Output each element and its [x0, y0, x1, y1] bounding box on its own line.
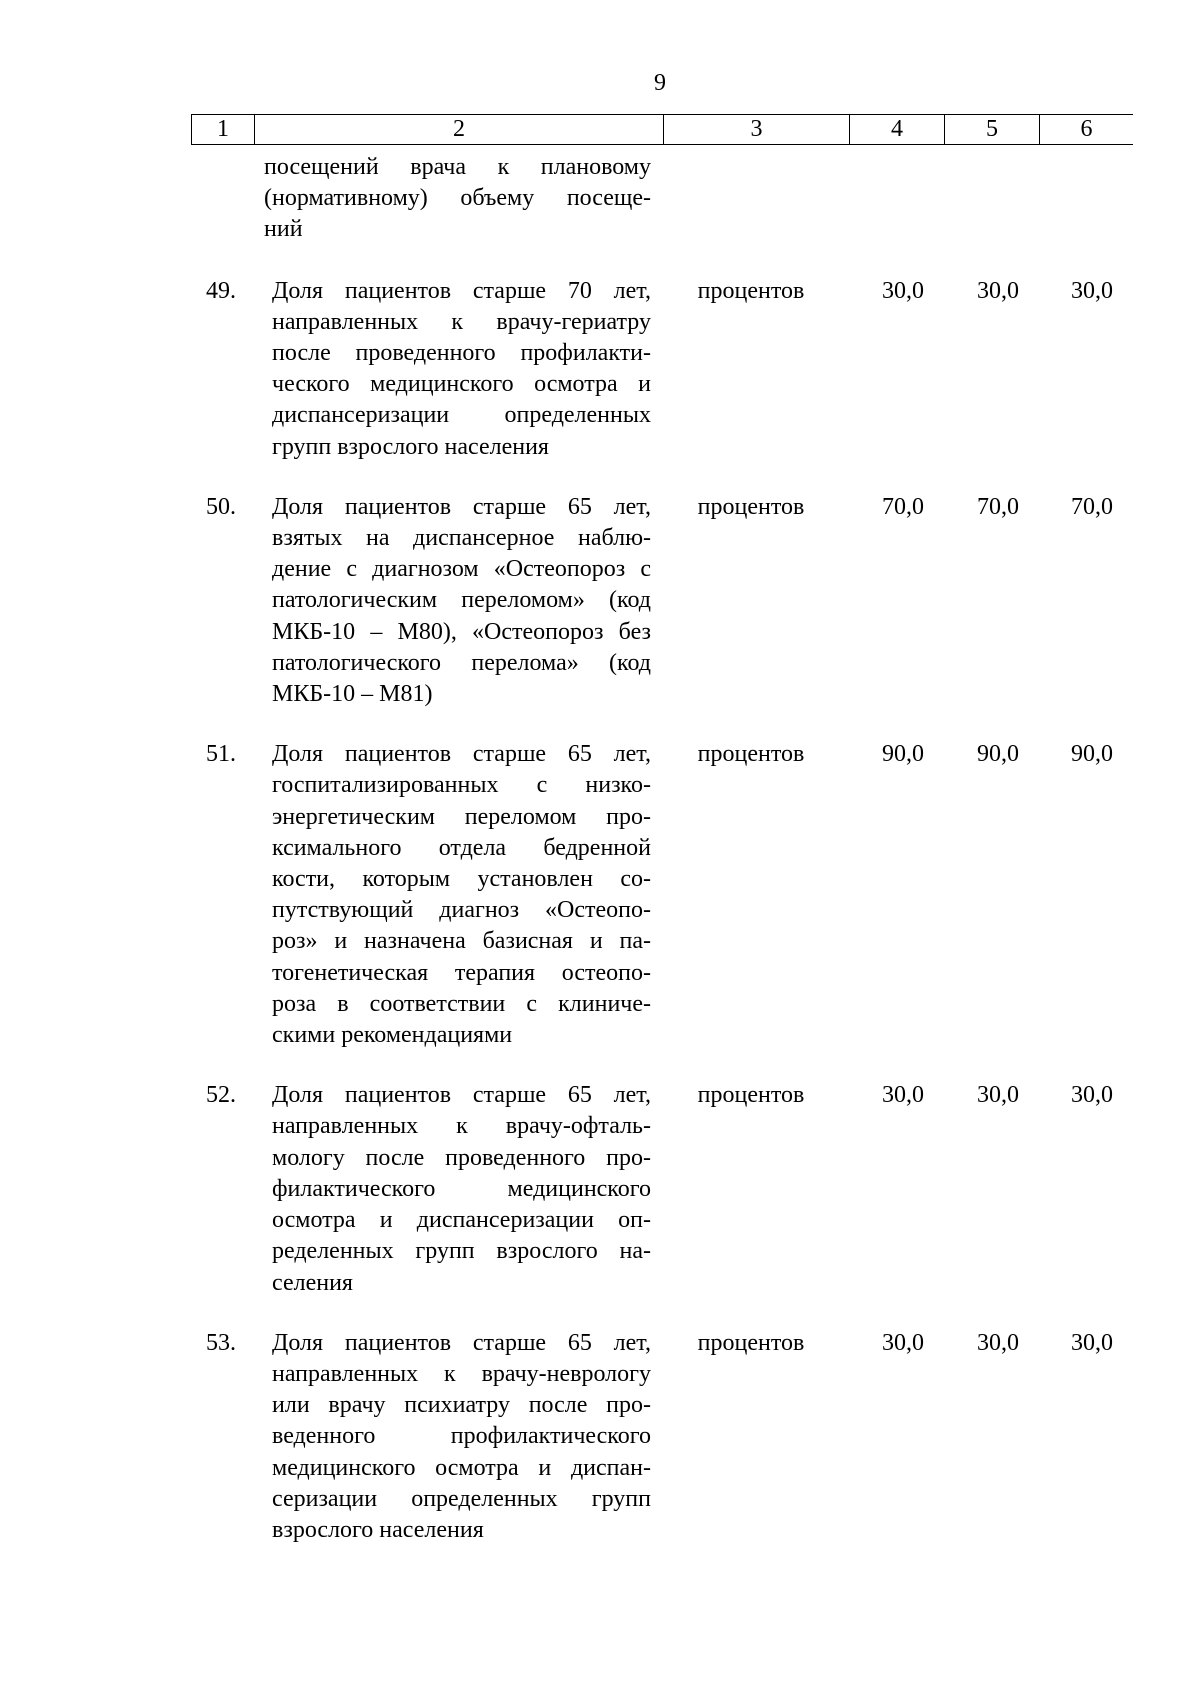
indicator-text-line: направленных к врачу-офталь- — [272, 1113, 651, 1140]
row-number: 50. — [206, 493, 236, 520]
table-row — [191, 492, 1133, 710]
unit-cell: процентов — [697, 1329, 805, 1356]
indicator-text-line: путствующий диагноз «Остеопо- — [272, 897, 651, 924]
indicator-text-line: взрослого населения — [272, 1516, 484, 1543]
value-col-4: 90,0 — [882, 741, 924, 768]
header-col-2: 2 — [254, 115, 663, 144]
table-row — [191, 276, 1133, 463]
indicator-text-line: Доля пациентов старше 65 лет, — [272, 493, 651, 520]
indicator-text-line: направленных к врачу-неврологу — [272, 1360, 651, 1387]
value-col-4: 70,0 — [882, 493, 924, 520]
indicator-name-cell — [254, 152, 663, 246]
indicator-name-cell — [254, 276, 663, 463]
indicator-name-cell — [254, 1080, 663, 1298]
indicator-text-line: ксимального отдела бедренной — [272, 834, 651, 861]
unit-cell: процентов — [697, 277, 805, 304]
value-col-6: 30,0 — [1071, 1082, 1113, 1109]
indicator-text-line: (нормативному) объему посеще- — [264, 185, 651, 212]
indicator-text-line: роз» и назначена базисная и па- — [272, 928, 651, 955]
indicator-text-line: взятых на диспансерное наблю- — [272, 525, 651, 552]
indicator-text-line: селения — [272, 1269, 353, 1296]
table-row — [191, 1328, 1133, 1546]
indicator-text-line: МКБ-10 – M81) — [272, 681, 433, 708]
header-col-4: 4 — [849, 115, 944, 144]
table-body — [191, 152, 1133, 1546]
indicator-text-line: Доля пациентов старше 65 лет, — [272, 1329, 651, 1356]
row-number: 53. — [206, 1329, 236, 1356]
row-number: 49. — [206, 277, 236, 304]
indicator-name-cell — [254, 492, 663, 710]
indicator-text-line: филактического медицинского — [272, 1175, 651, 1202]
value-col-5: 90,0 — [977, 741, 1019, 768]
header-col-5: 5 — [944, 115, 1039, 144]
column-number-header — [191, 114, 1133, 145]
value-col-4 — [849, 152, 944, 246]
value-col-5: 30,0 — [977, 277, 1019, 304]
header-col-1: 1 — [191, 115, 254, 144]
value-col-5: 70,0 — [977, 493, 1019, 520]
table-row — [191, 739, 1133, 1051]
row-number: 52. — [206, 1082, 236, 1109]
indicators-table — [191, 114, 1133, 1546]
indicator-text-line: ческого медицинского осмотра и — [272, 371, 651, 398]
value-col-4: 30,0 — [882, 1082, 924, 1109]
indicator-text-line: Доля пациентов старше 65 лет, — [272, 741, 651, 768]
indicator-text-line: ний — [264, 216, 303, 243]
indicator-text-line: Доля пациентов старше 70 лет, — [272, 277, 651, 304]
indicator-text-line: МКБ-10 – M80), «Остеопороз без — [272, 618, 651, 645]
indicator-text-line: кости, которым установлен со- — [272, 866, 651, 893]
value-col-4: 30,0 — [882, 1329, 924, 1356]
indicator-name-cell — [254, 1328, 663, 1546]
indicator-text-line: ределенных групп взрослого на- — [272, 1238, 651, 1265]
unit-cell — [663, 152, 849, 246]
value-col-6: 70,0 — [1071, 493, 1113, 520]
indicator-text-line: госпитализированных с низко- — [272, 772, 651, 799]
header-col-3: 3 — [663, 115, 849, 144]
value-col-6: 30,0 — [1071, 1329, 1113, 1356]
header-col-6: 6 — [1039, 115, 1133, 144]
row-number: 51. — [206, 741, 236, 768]
indicator-text-line: тогенетическая терапия остеопо- — [272, 959, 651, 986]
indicator-name-cell — [254, 739, 663, 1051]
indicator-text-line: патологического перелома» (код — [272, 649, 651, 676]
value-col-5 — [944, 152, 1039, 246]
indicator-text-line: Доля пациентов старше 65 лет, — [272, 1082, 651, 1109]
indicator-text-line: веденного профилактического — [272, 1423, 651, 1450]
indicator-text-line: посещений врача к плановому — [264, 154, 651, 180]
value-col-4: 30,0 — [882, 277, 924, 304]
indicator-text-line: медицинского осмотра и диспан- — [272, 1454, 651, 1481]
value-col-6 — [1039, 152, 1133, 246]
indicator-text-line: после проведенного профилакти- — [272, 340, 651, 367]
indicator-text-line: дение с диагнозом «Остеопороз с — [272, 556, 651, 583]
indicator-text-line: энергетическим переломом про- — [272, 803, 651, 830]
indicator-text-line: патологическим переломом» (код — [272, 587, 651, 614]
value-col-6: 90,0 — [1071, 741, 1113, 768]
indicator-text-line: скими рекомендациями — [272, 1022, 513, 1049]
indicator-text-line: осмотра и диспансеризации оп- — [272, 1207, 651, 1234]
indicator-text-line: серизации определенных групп — [272, 1485, 651, 1512]
unit-cell: процентов — [697, 1082, 805, 1109]
indicator-text-line: диспансеризации определенных — [272, 402, 651, 429]
value-col-5: 30,0 — [977, 1082, 1019, 1109]
indicator-text-line: или врачу психиатру после про- — [272, 1392, 651, 1419]
page-number: 9 — [654, 70, 666, 96]
table-row — [191, 1080, 1133, 1298]
table-row-continuation — [191, 152, 1133, 246]
row-number-cell — [191, 152, 254, 246]
indicator-text-line: мологу после проведенного про- — [272, 1144, 651, 1171]
unit-cell: процентов — [697, 741, 805, 768]
indicator-text-line: роза в соответствии с клиниче- — [272, 990, 651, 1017]
indicator-text-line: групп взрослого населения — [272, 433, 549, 460]
value-col-5: 30,0 — [977, 1329, 1019, 1356]
value-col-6: 30,0 — [1071, 277, 1113, 304]
indicator-text-line: направленных к врачу-гериатру — [272, 308, 651, 335]
unit-cell: процентов — [697, 493, 805, 520]
